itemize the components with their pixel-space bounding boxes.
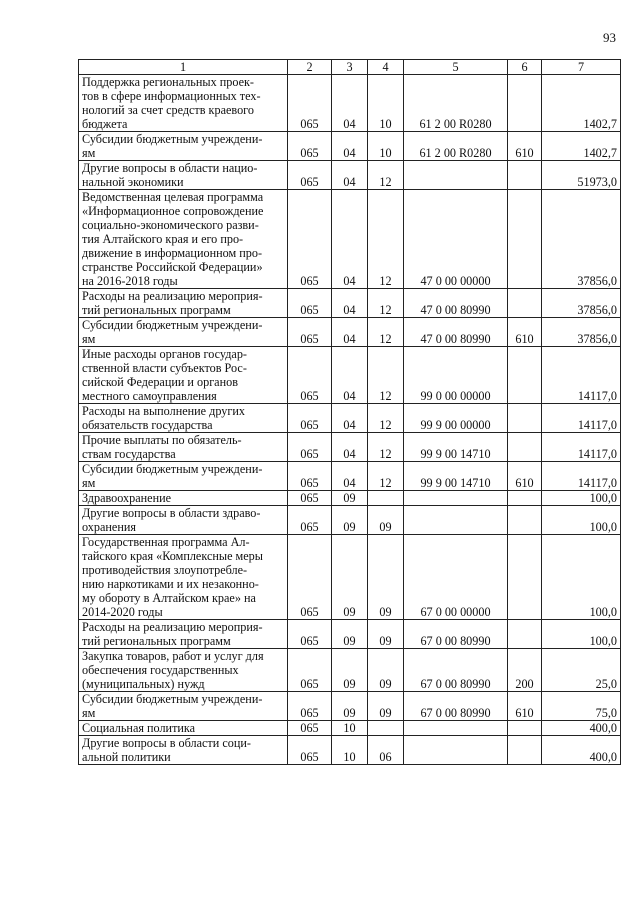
row-code-cell: 065 xyxy=(288,506,332,535)
row-section-cell: 09 xyxy=(332,491,368,506)
row-type-cell xyxy=(508,721,542,736)
row-name-cell: Расходы на выполнение других обязательств государства xyxy=(79,404,288,433)
row-target-cell: 47 0 00 00000 xyxy=(404,190,508,289)
row-subsection-cell: 09 xyxy=(368,535,404,620)
row-type-cell xyxy=(508,190,542,289)
row-name-cell: Расходы на реализацию мероприя- тий региональных программ xyxy=(79,289,288,318)
table-header-row xyxy=(79,60,621,75)
row-target-cell xyxy=(404,506,508,535)
row-name-cell: Другие вопросы в области здраво- охранения xyxy=(79,506,288,535)
row-subsection-cell: 06 xyxy=(368,736,404,765)
row-subsection-cell: 12 xyxy=(368,318,404,347)
column-header: 7 xyxy=(542,60,621,75)
row-subsection-cell: 12 xyxy=(368,404,404,433)
table-body xyxy=(79,75,621,765)
row-type-cell: 610 xyxy=(508,318,542,347)
row-target-cell: 61 2 00 R0280 xyxy=(404,75,508,132)
page-number: 93 xyxy=(603,30,616,45)
row-subsection-cell: 12 xyxy=(368,347,404,404)
row-section-cell: 09 xyxy=(332,692,368,721)
row-code-cell: 065 xyxy=(288,289,332,318)
row-type-cell xyxy=(508,535,542,620)
row-subsection-cell: 09 xyxy=(368,649,404,692)
row-amount-cell: 100,0 xyxy=(542,535,621,620)
row-name-cell: Субсидии бюджетным учреждени- ям xyxy=(79,462,288,491)
row-amount-cell: 400,0 xyxy=(542,721,621,736)
row-type-cell xyxy=(508,75,542,132)
row-name-cell: Прочие выплаты по обязатель- ствам государства xyxy=(79,433,288,462)
row-target-cell xyxy=(404,491,508,506)
row-subsection-cell: 12 xyxy=(368,161,404,190)
row-section-cell: 04 xyxy=(332,190,368,289)
table-row xyxy=(79,161,621,190)
row-section-cell: 09 xyxy=(332,620,368,649)
column-header: 5 xyxy=(404,60,508,75)
row-type-cell xyxy=(508,347,542,404)
row-type-cell: 610 xyxy=(508,132,542,161)
row-target-cell: 67 0 00 80990 xyxy=(404,692,508,721)
row-amount-cell: 37856,0 xyxy=(542,190,621,289)
column-header: 1 xyxy=(79,60,288,75)
table-row xyxy=(79,318,621,347)
row-amount-cell: 14117,0 xyxy=(542,404,621,433)
row-code-cell: 065 xyxy=(288,75,332,132)
row-section-cell: 04 xyxy=(332,318,368,347)
row-code-cell: 065 xyxy=(288,736,332,765)
row-code-cell: 065 xyxy=(288,721,332,736)
row-name-cell: Государственная программа Ал- тайского края «Комплексные меры противодействия злоупотребле- нию наркотиками и их незаконно- му обороту в Алтайском крае» на 2014-2020 годы xyxy=(79,535,288,620)
row-target-cell: 99 9 00 14710 xyxy=(404,433,508,462)
row-name-cell: Закупка товаров, работ и услуг для обеспечения государственных (муниципальных) нужд xyxy=(79,649,288,692)
row-type-cell xyxy=(508,433,542,462)
row-target-cell: 47 0 00 80990 xyxy=(404,289,508,318)
row-amount-cell: 14117,0 xyxy=(542,347,621,404)
table-row xyxy=(79,462,621,491)
row-code-cell: 065 xyxy=(288,404,332,433)
row-type-cell xyxy=(508,620,542,649)
row-type-cell: 610 xyxy=(508,692,542,721)
table-row xyxy=(79,347,621,404)
row-amount-cell: 25,0 xyxy=(542,649,621,692)
row-type-cell xyxy=(508,289,542,318)
row-amount-cell: 100,0 xyxy=(542,506,621,535)
row-name-cell: Другие вопросы в области нацио- нальной экономики xyxy=(79,161,288,190)
row-subsection-cell: 09 xyxy=(368,506,404,535)
row-name-cell: Расходы на реализацию мероприя- тий региональных программ xyxy=(79,620,288,649)
row-target-cell xyxy=(404,736,508,765)
row-type-cell xyxy=(508,506,542,535)
row-type-cell xyxy=(508,161,542,190)
row-name-cell: Поддержка региональных проек- тов в сфере информационных тех- нологий за счет средств краевого бюджета xyxy=(79,75,288,132)
row-amount-cell: 51973,0 xyxy=(542,161,621,190)
row-name-cell: Другие вопросы в области соци- альной политики xyxy=(79,736,288,765)
row-amount-cell: 1402,7 xyxy=(542,75,621,132)
column-header: 4 xyxy=(368,60,404,75)
row-section-cell: 04 xyxy=(332,433,368,462)
row-name-cell: Субсидии бюджетным учреждени- ям xyxy=(79,132,288,161)
row-target-cell xyxy=(404,721,508,736)
row-section-cell: 04 xyxy=(332,347,368,404)
row-target-cell: 67 0 00 00000 xyxy=(404,535,508,620)
row-amount-cell: 400,0 xyxy=(542,736,621,765)
row-code-cell: 065 xyxy=(288,462,332,491)
table-row xyxy=(79,506,621,535)
row-code-cell: 065 xyxy=(288,161,332,190)
table-row xyxy=(79,75,621,132)
row-section-cell: 04 xyxy=(332,132,368,161)
row-amount-cell: 100,0 xyxy=(542,620,621,649)
table-row xyxy=(79,433,621,462)
row-section-cell: 04 xyxy=(332,161,368,190)
row-name-cell: Субсидии бюджетным учреждени- ям xyxy=(79,318,288,347)
row-amount-cell: 37856,0 xyxy=(542,289,621,318)
row-code-cell: 065 xyxy=(288,318,332,347)
row-subsection-cell: 10 xyxy=(368,132,404,161)
row-section-cell: 09 xyxy=(332,506,368,535)
row-section-cell: 09 xyxy=(332,535,368,620)
row-target-cell: 47 0 00 80990 xyxy=(404,318,508,347)
row-section-cell: 04 xyxy=(332,289,368,318)
row-code-cell: 065 xyxy=(288,132,332,161)
row-type-cell: 200 xyxy=(508,649,542,692)
row-code-cell: 065 xyxy=(288,620,332,649)
row-amount-cell: 37856,0 xyxy=(542,318,621,347)
table-row xyxy=(79,132,621,161)
row-type-cell xyxy=(508,736,542,765)
table-row xyxy=(79,620,621,649)
row-subsection-cell xyxy=(368,491,404,506)
row-amount-cell: 100,0 xyxy=(542,491,621,506)
row-target-cell: 67 0 00 80990 xyxy=(404,620,508,649)
table-row xyxy=(79,736,621,765)
row-section-cell: 10 xyxy=(332,736,368,765)
row-subsection-cell: 12 xyxy=(368,462,404,491)
row-subsection-cell: 12 xyxy=(368,289,404,318)
row-type-cell xyxy=(508,491,542,506)
row-section-cell: 04 xyxy=(332,75,368,132)
row-name-cell: Социальная политика xyxy=(79,721,288,736)
table-row xyxy=(79,649,621,692)
row-section-cell: 04 xyxy=(332,462,368,491)
row-amount-cell: 1402,7 xyxy=(542,132,621,161)
row-subsection-cell: 12 xyxy=(368,433,404,462)
row-subsection-cell xyxy=(368,721,404,736)
row-name-cell: Иные расходы органов государ- ственной власти субъектов Рос- сийской Федерации и органов местного самоуправления xyxy=(79,347,288,404)
row-target-cell: 99 9 00 00000 xyxy=(404,404,508,433)
row-subsection-cell: 09 xyxy=(368,692,404,721)
row-code-cell: 065 xyxy=(288,692,332,721)
table-row xyxy=(79,721,621,736)
row-code-cell: 065 xyxy=(288,649,332,692)
row-subsection-cell: 12 xyxy=(368,190,404,289)
row-code-cell: 065 xyxy=(288,535,332,620)
row-type-cell xyxy=(508,404,542,433)
table-row xyxy=(79,190,621,289)
column-header: 3 xyxy=(332,60,368,75)
row-section-cell: 04 xyxy=(332,404,368,433)
row-code-cell: 065 xyxy=(288,190,332,289)
row-amount-cell: 14117,0 xyxy=(542,433,621,462)
row-section-cell: 10 xyxy=(332,721,368,736)
row-name-cell: Здравоохранение xyxy=(79,491,288,506)
row-code-cell: 065 xyxy=(288,433,332,462)
row-subsection-cell: 09 xyxy=(368,620,404,649)
row-section-cell: 09 xyxy=(332,649,368,692)
row-target-cell: 61 2 00 R0280 xyxy=(404,132,508,161)
row-code-cell: 065 xyxy=(288,491,332,506)
row-target-cell: 99 9 00 14710 xyxy=(404,462,508,491)
table-row xyxy=(79,535,621,620)
row-name-cell: Ведомственная целевая программа «Информационное сопровождение социально-экономического разви- тия Алтайского края и его про- движение в информационном про- странстве Российской Федерации» на 2016-2018 годы xyxy=(79,190,288,289)
table-row xyxy=(79,692,621,721)
row-type-cell: 610 xyxy=(508,462,542,491)
table-row xyxy=(79,404,621,433)
row-target-cell xyxy=(404,161,508,190)
row-subsection-cell: 10 xyxy=(368,75,404,132)
column-header: 6 xyxy=(508,60,542,75)
row-name-cell: Субсидии бюджетным учреждени- ям xyxy=(79,692,288,721)
row-target-cell: 67 0 00 80990 xyxy=(404,649,508,692)
row-amount-cell: 75,0 xyxy=(542,692,621,721)
column-header: 2 xyxy=(288,60,332,75)
budget-table xyxy=(78,59,621,765)
row-amount-cell: 14117,0 xyxy=(542,462,621,491)
row-code-cell: 065 xyxy=(288,347,332,404)
row-target-cell: 99 0 00 00000 xyxy=(404,347,508,404)
table-row xyxy=(79,491,621,506)
table-row xyxy=(79,289,621,318)
